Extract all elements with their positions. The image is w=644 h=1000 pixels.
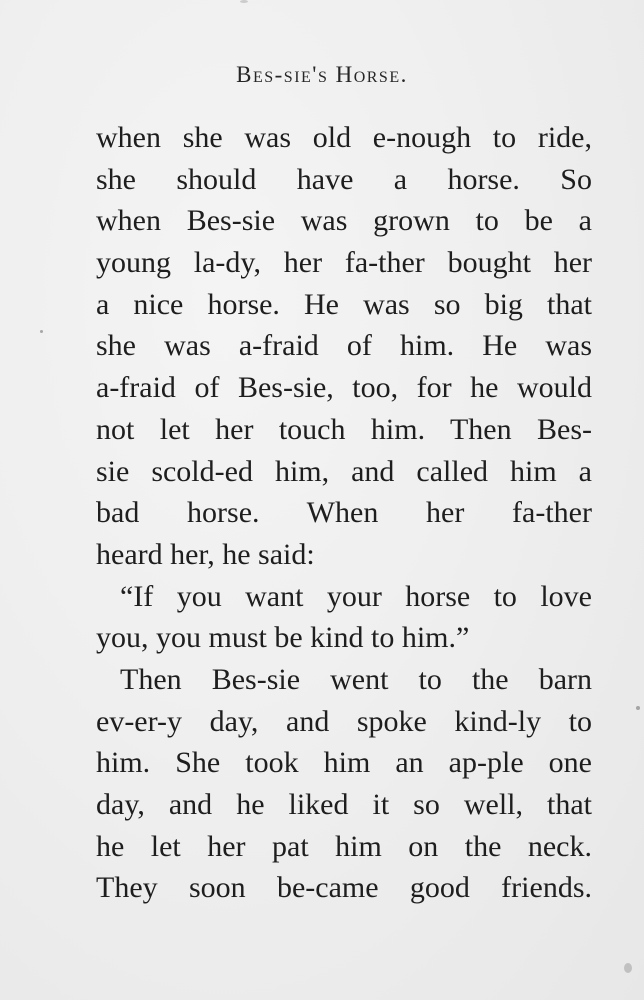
paper-speck [624, 963, 632, 973]
text-line: They soon be-came good friends. [96, 871, 592, 905]
text-line: ev-er-y day, and spoke kind-ly to [96, 704, 592, 738]
text-line: a-fraid of Bes-sie, too, for he would [96, 371, 592, 405]
text-line: she was a-fraid of him. He was [96, 329, 592, 363]
text-line: not let her touch him. Then Bes- [96, 412, 592, 446]
text-line: Then Bes-sie went to the barn [120, 662, 592, 696]
paper-speck [240, 0, 248, 3]
text-line: day, and he liked it so well, that [96, 788, 592, 821]
text-line: bad horse. When her fa-ther [96, 496, 592, 530]
text-line: when Bes-sie was grown to be a [96, 204, 592, 238]
body-text [96, 117, 592, 909]
text-line: he let her pat him on the neck. [96, 829, 592, 863]
text-line: him. She took him an ap-ple one [96, 746, 592, 780]
text-line: young la-dy, her fa-ther bought her [96, 246, 592, 280]
running-head: Bes-sie's Horse. [236, 62, 408, 87]
text-line: heard her, he said: [96, 537, 315, 571]
text-line: sie scold-ed him, and called him a [96, 454, 592, 488]
paper-speck [40, 330, 43, 333]
text-line: a nice horse. He was so big that [96, 287, 592, 321]
text-line: you, you must be kind to him.” [96, 621, 470, 655]
paper-speck [636, 706, 640, 710]
text-line: “If you want your horse to love [120, 579, 592, 613]
text-line: when she was old e-nough to ride, [96, 121, 592, 154]
text-line: she should have a horse. So [96, 162, 592, 196]
